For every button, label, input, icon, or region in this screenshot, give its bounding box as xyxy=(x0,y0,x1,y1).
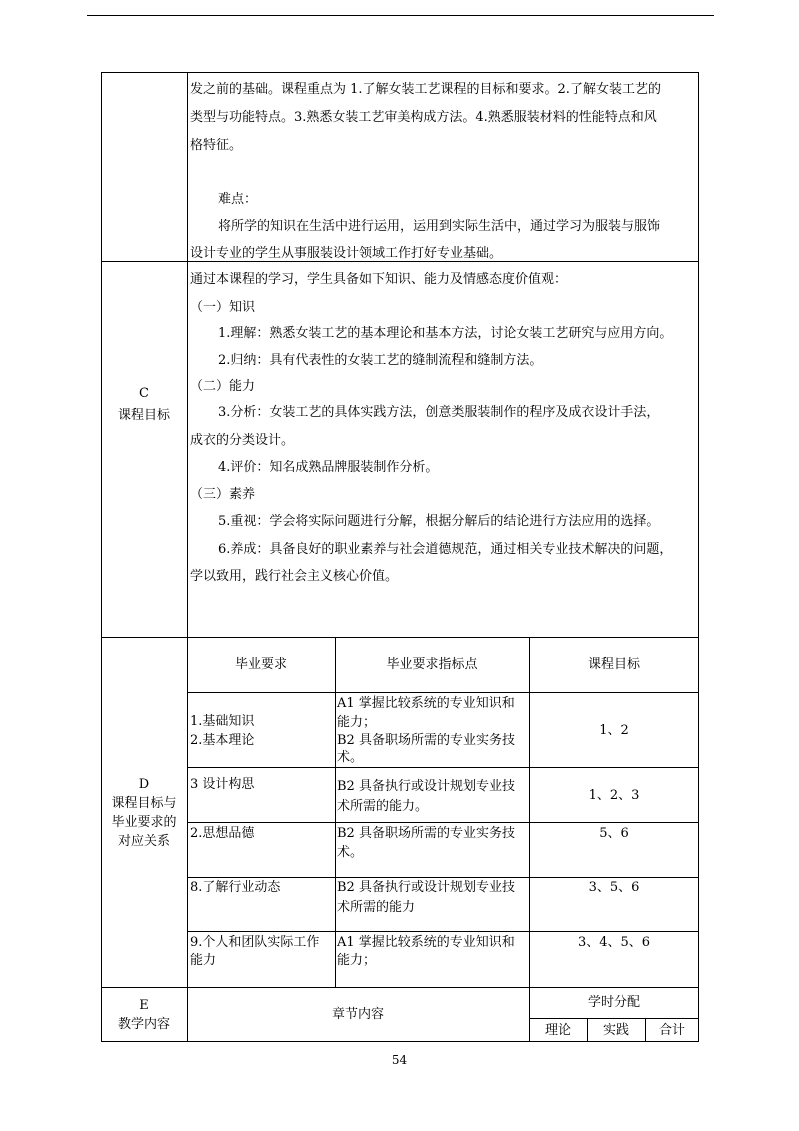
table-cell-indicator: B2 具备执行或设计规划专业技 xyxy=(337,779,515,794)
section-d-label: 对应关系 xyxy=(117,834,170,849)
page-number: 54 xyxy=(391,1053,408,1067)
table-cell-indicator: 能力； xyxy=(337,715,377,730)
objectives-intro: 通过本课程的学习，学生具备如下知识、能力及情感态度价值观： xyxy=(190,272,568,287)
row-divider-e xyxy=(101,987,699,988)
table-cell-indicator: B2 具备职场所需的专业实务技 xyxy=(337,733,515,748)
section-c-letter: C xyxy=(139,386,149,401)
table-cell-indicator: 术所需的能力 xyxy=(337,900,416,915)
d-row-divider xyxy=(187,822,699,823)
table-cell-requirement: 3 设计构思 xyxy=(190,777,255,792)
header-course-goal: 课程目标 xyxy=(587,657,640,672)
body-text-line: 设计专业的学生从事服装设计领域工作打好专业基础。 xyxy=(190,246,503,261)
table-cell-indicator: 术所需的能力。 xyxy=(337,799,429,814)
table-cell-goal: 5、6 xyxy=(599,826,629,841)
table-cell-goal: 1、2 xyxy=(599,723,629,738)
table-cell-requirement: 1.基础知识 xyxy=(190,714,255,729)
label-column-divider xyxy=(187,72,188,1042)
table-cell-indicator: 能力； xyxy=(337,953,377,968)
objective-item: 5.重视：学会将实际问题进行分解，根据分解后的结论进行方法应用的选择。 xyxy=(218,514,660,529)
objective-item: 学以致用，践行社会主义核心价值。 xyxy=(190,569,399,584)
table-cell-requirement: 能力 xyxy=(190,953,217,968)
table-cell-goal: 3、5、6 xyxy=(588,880,640,895)
table-cell-goal: 3、4、5、6 xyxy=(577,935,651,950)
header-rule xyxy=(87,15,714,16)
header-grad-requirement: 毕业要求 xyxy=(234,657,287,672)
body-text-line: 发之前的基础。课程重点为 1.了解女装工艺课程的目标和要求。2.了解女装工艺的 xyxy=(190,82,661,97)
table-cell-indicator: B2 具备职场所需的专业实务技 xyxy=(337,826,515,841)
header-indicator: 毕业要求指标点 xyxy=(386,657,478,672)
body-text-line: 格特征。 xyxy=(190,138,243,153)
table-cell-indicator: 术。 xyxy=(337,750,364,765)
table-cell-indicator: 术。 xyxy=(337,845,364,860)
section-e-label: 教学内容 xyxy=(117,1017,170,1032)
section-d-label: 毕业要求的 xyxy=(111,815,177,830)
objective-item: 4.评价：知名成熟品牌服装制作分析。 xyxy=(218,460,439,475)
objectives-subheading: （一）知识 xyxy=(190,300,256,315)
d-row-divider xyxy=(187,931,699,932)
d-row-divider xyxy=(187,692,699,693)
practice-header: 实践 xyxy=(602,1023,629,1038)
table-cell-requirement: 9.个人和团队实际工作 xyxy=(190,935,320,950)
objectives-subheading: （三）素养 xyxy=(190,487,256,502)
objective-item: 成衣的分类设计。 xyxy=(190,433,295,448)
hours-allocation-header: 学时分配 xyxy=(587,995,640,1010)
section-d-letter: D xyxy=(138,777,150,792)
objective-item: 3.分析：女装工艺的具体实践方法，创意类服装制作的程序及成衣设计手法， xyxy=(218,405,660,420)
objective-item: 6.养成：具备良好的职业素养与社会道德规范，通过相关专业技术解决的问题， xyxy=(218,542,673,557)
section-c-label: 课程目标 xyxy=(117,408,170,423)
objectives-subheading: （二）能力 xyxy=(190,379,256,394)
theory-header: 理论 xyxy=(544,1023,571,1038)
table-cell-requirement: 2.基本理论 xyxy=(190,733,255,748)
d-col-divider-1 xyxy=(335,637,336,987)
total-header: 合计 xyxy=(658,1023,685,1038)
objective-item: 1.理解：熟悉女装工艺的基本理论和基本方法，讨论女装工艺研究与应用方向。 xyxy=(218,326,673,341)
table-cell-indicator: B2 具备执行或设计规划专业技 xyxy=(337,880,515,895)
section-d-label: 课程目标与 xyxy=(111,796,177,811)
section-e-letter: E xyxy=(139,998,149,1013)
body-text-line: 类型与功能特点。3.熟悉女装工艺审美构成方法。4.熟悉服装材料的性能特点和风 xyxy=(190,110,657,125)
table-cell-indicator: A1 掌握比较系统的专业知识和 xyxy=(337,935,515,950)
table-cell-indicator: A1 掌握比较系统的专业知识和 xyxy=(337,696,515,711)
e-hours-divider xyxy=(529,1018,699,1019)
objective-item: 2.归纳：具有代表性的女装工艺的缝制流程和缝制方法。 xyxy=(218,353,543,368)
row-divider-d xyxy=(101,637,699,638)
chapter-content-header: 章节内容 xyxy=(331,1007,384,1022)
table-cell-goal: 1、2、3 xyxy=(588,788,640,803)
table-cell-requirement: 8.了解行业动态 xyxy=(190,880,281,895)
d-row-divider xyxy=(187,767,699,768)
table-cell-requirement: 2.思想品德 xyxy=(190,826,255,841)
body-text-line: 将所学的知识在生活中进行运用，运用到实际生活中，通过学习为服装与服饰 xyxy=(218,219,661,234)
difficulty-heading: 难点： xyxy=(218,192,258,207)
